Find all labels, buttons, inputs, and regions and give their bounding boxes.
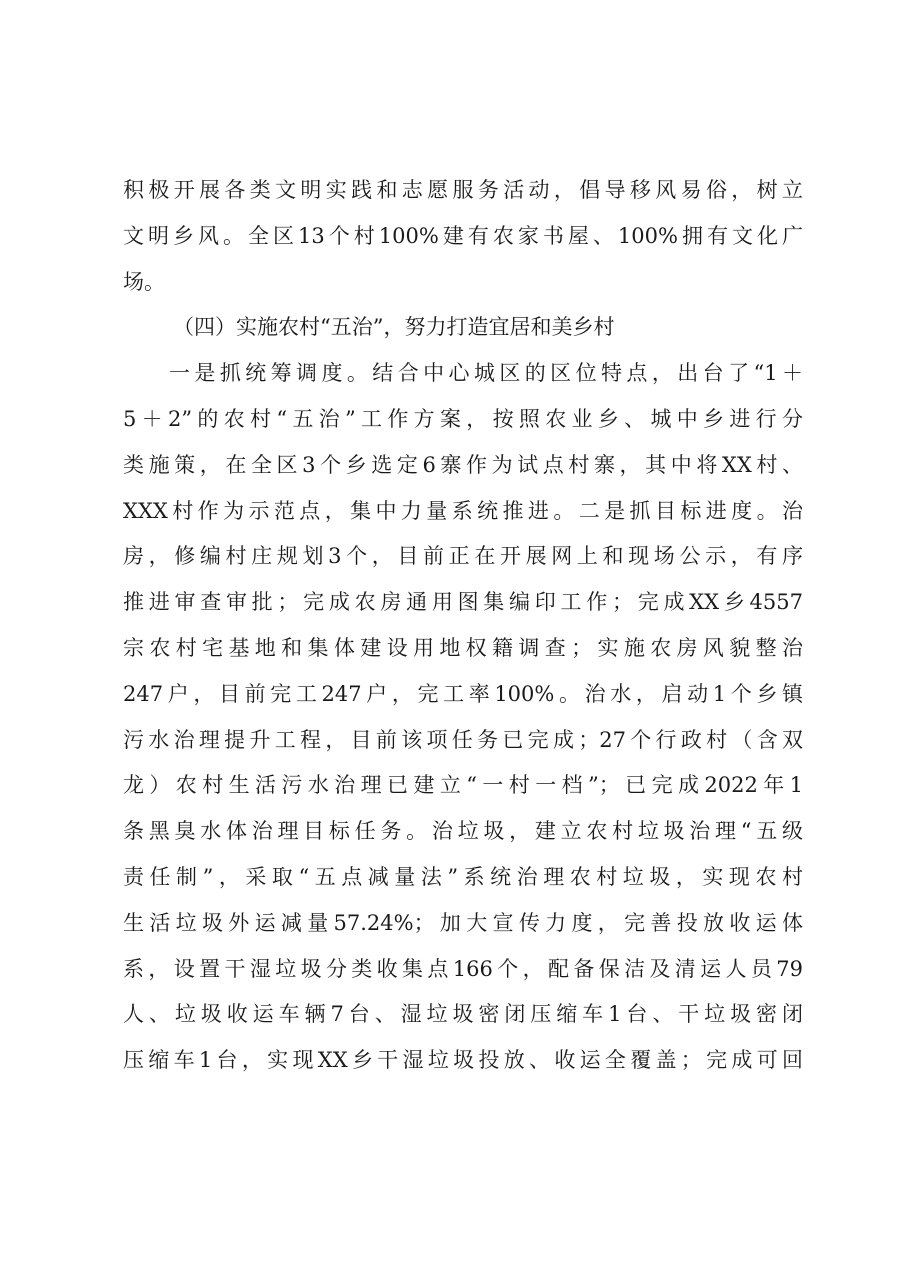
- text-line: 责任制”，采取“五点减量法”系统治理农村垃圾，实现农村: [123, 864, 803, 889]
- text-line: 一是抓统筹调度。结合中心城区的区位特点，出台了“1＋: [169, 361, 803, 386]
- text-line: 污水治理提升工程，目前该项任务已完成；27个行政村（含双: [123, 727, 803, 752]
- section-heading: （四）实施农村“五治”，努力打造宜居和美乡村: [173, 315, 615, 340]
- text-line: 247户，目前完工247户，完工率100%。治水，启动1个乡镇: [123, 681, 803, 706]
- text-line: 压缩车1台，实现XX乡干湿垃圾投放、收运全覆盖；完成可回: [123, 1048, 803, 1073]
- text-line: XXX村作为示范点，集中力量系统推进。二是抓目标进度。治: [123, 498, 803, 523]
- text-line: 房，修编村庄规划3个，目前正在开展网上和现场公示，有序: [123, 544, 803, 569]
- text-line: 龙）农村生活污水治理已建立“一村一档”；已完成2022年1: [123, 773, 803, 798]
- text-line: 系，设置干湿垃圾分类收集点166个，配备保洁及清运人员79: [123, 956, 803, 981]
- text-line: 推进审查审批；完成农房通用图集编印工作；完成XX乡4557: [123, 590, 803, 615]
- text-line: 场。: [123, 269, 165, 294]
- text-line: 条黑臭水体治理目标任务。治垃圾，建立农村垃圾治理“五级: [123, 819, 803, 844]
- text-line: 生活垃圾外运减量57.24%；加大宣传力度，完善投放收运体: [123, 910, 803, 935]
- text-line: 人、垃圾收运车辆7台、湿垃圾密闭压缩车1台、干垃圾密闭: [123, 1002, 803, 1027]
- body-text: [123, 168, 803, 1084]
- text-line: 积极开展各类文明实践和志愿服务活动，倡导移风易俗，树立: [123, 178, 803, 202]
- text-line: 文明乡风。全区13个村100%建有农家书屋、100%拥有文化广: [123, 223, 803, 248]
- text-line: 宗农村宅基地和集体建设用地权籍调查；实施农房风貌整治: [123, 635, 803, 660]
- text-line: 5＋2”的农村“五治”工作方案，按照农业乡、城中乡进行分: [123, 406, 803, 431]
- text-line: 类施策，在全区3个乡选定6寨作为试点村寨，其中将XX村、: [123, 452, 803, 477]
